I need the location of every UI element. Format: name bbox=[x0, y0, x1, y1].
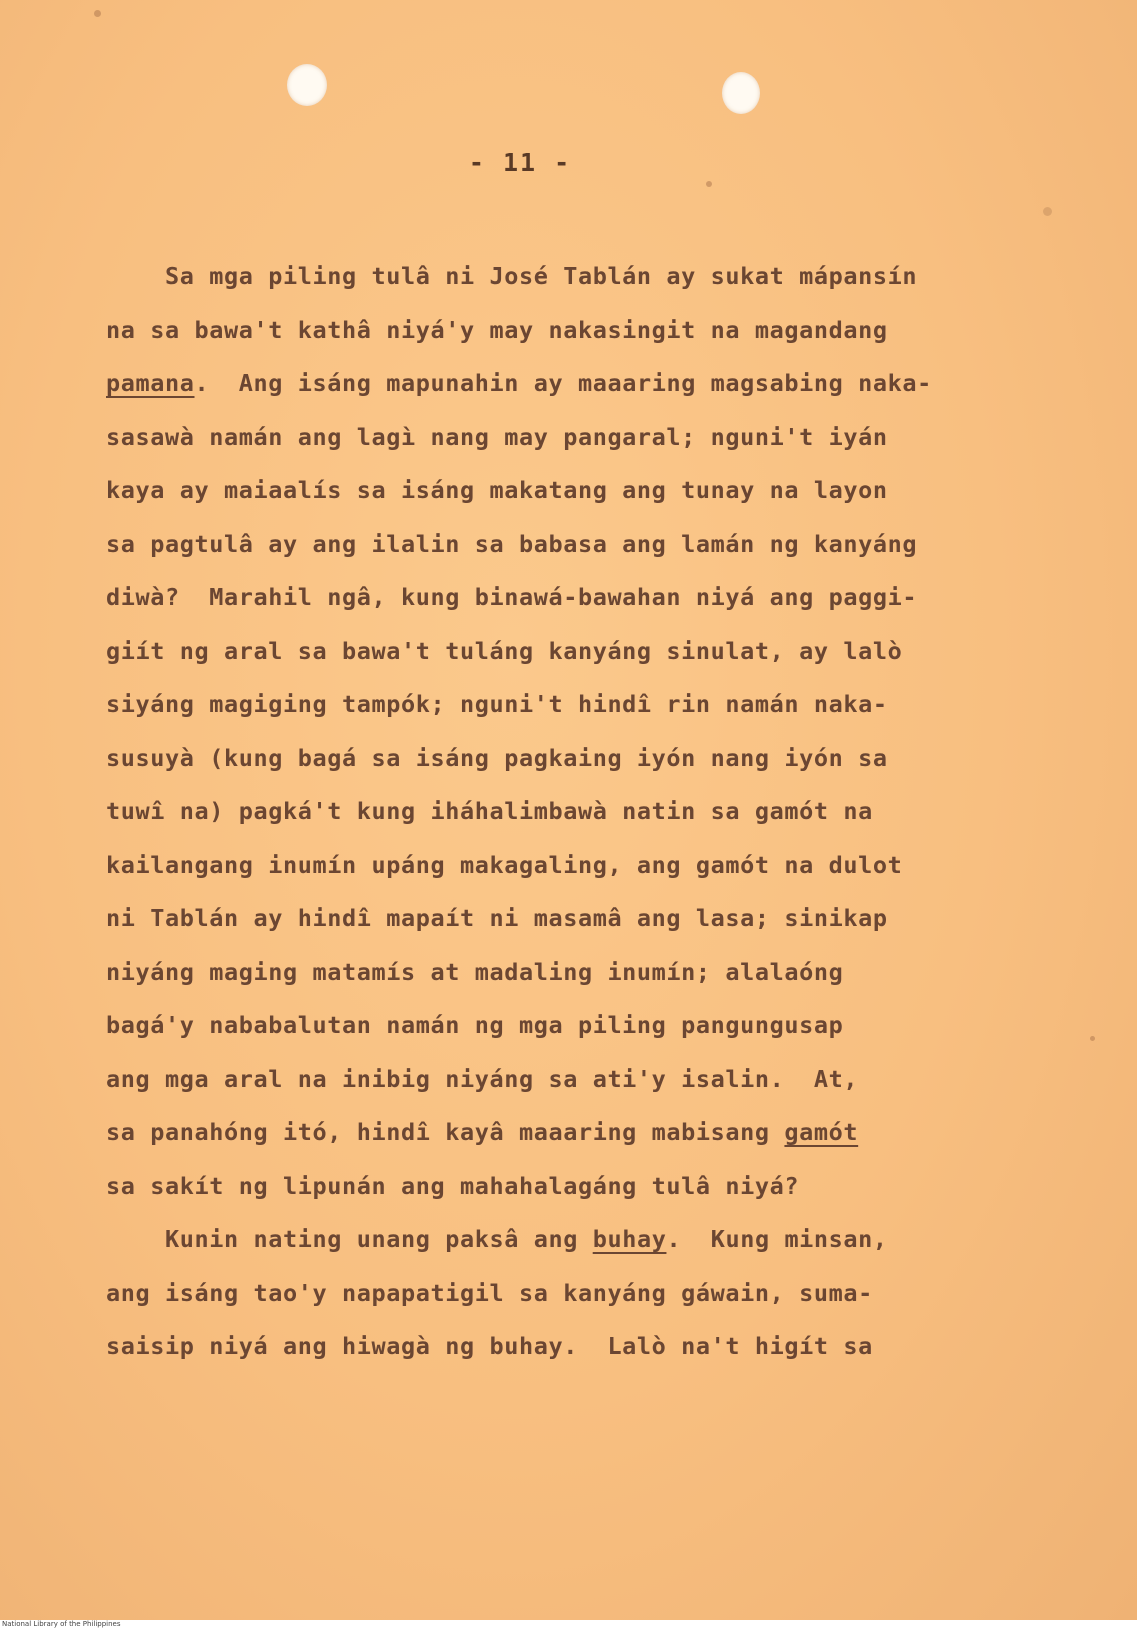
text-line bbox=[106, 1160, 1006, 1214]
text-line bbox=[106, 411, 1006, 465]
text-run: kaya ay maiaalís sa isáng makatang ang tunay na layon bbox=[106, 476, 888, 504]
footer-credit: National Library of the Philippines bbox=[2, 1620, 121, 1628]
paper-speck bbox=[94, 10, 101, 17]
text-run: ang mga aral na inibig niyáng sa ati'y isalin. At, bbox=[106, 1064, 859, 1093]
text-run: ni Tablán ay hindî mapaít ni masamâ ang lasa; sinikap bbox=[106, 904, 888, 932]
underlined-word: buhay bbox=[592, 1225, 667, 1253]
text-line bbox=[106, 518, 1006, 572]
text-line bbox=[106, 304, 1006, 358]
underlined-word: gamót bbox=[784, 1118, 859, 1146]
text-run: . Ang isáng mapunahin ay maaaring magsabing naka- bbox=[194, 369, 932, 397]
text-line bbox=[106, 892, 1006, 946]
text-run: Sa mga piling tulâ ni José Tablán ay sukat mápansín bbox=[106, 262, 918, 290]
text-run: saisip niyá ang hiwagà ng buhay. Lalò na't higít sa bbox=[106, 1332, 873, 1360]
text-run: sa pagtulâ ay ang ilalin sa babasa ang lamán ng kanyáng bbox=[106, 529, 918, 558]
underlined-word: pamana bbox=[106, 369, 195, 397]
text-line bbox=[106, 839, 1006, 893]
paper-speck bbox=[706, 181, 712, 187]
text-line bbox=[106, 732, 1006, 786]
body-text bbox=[106, 250, 1006, 1374]
text-run: sa sakít ng lipunán ang mahahalagáng tulâ niyá? bbox=[106, 1171, 800, 1200]
text-run: sasawà namán ang lagì nang may pangaral; nguni't iyán bbox=[106, 422, 888, 451]
punch-hole-left bbox=[287, 64, 327, 106]
text-line bbox=[106, 625, 1006, 679]
text-run: kailangang inumín upáng makagaling, ang gamót na dulot bbox=[106, 850, 903, 879]
text-run: sa panahóng itó, hindî kayâ maaaring mabisang bbox=[106, 1118, 785, 1146]
text-line bbox=[106, 785, 1006, 839]
punch-hole-right bbox=[722, 72, 760, 114]
text-run: Kunin nating unang paksâ ang bbox=[106, 1225, 593, 1253]
text-line bbox=[106, 1213, 1006, 1267]
paper-speck bbox=[1043, 207, 1052, 216]
text-line bbox=[106, 1267, 1006, 1321]
text-run: tuwî na) pagká't kung iháhalimbawà natin sa gamót na bbox=[106, 797, 873, 825]
text-run: ang isáng tao'y napapatigil sa kanyáng gáwain, suma- bbox=[106, 1278, 873, 1307]
text-run: na sa bawa't kathâ niyá'y may nakasingit na magandang bbox=[106, 315, 888, 344]
text-line bbox=[106, 999, 1006, 1053]
text-run: bagá'y nababalutan namán ng mga piling pangungusap bbox=[106, 1011, 844, 1039]
text-run: diwà? Marahil ngâ, kung binawá-bawahan niyá ang paggi- bbox=[106, 583, 918, 611]
text-line bbox=[106, 1053, 1006, 1107]
text-line bbox=[106, 357, 1006, 411]
text-line bbox=[106, 946, 1006, 1000]
text-line bbox=[106, 250, 1006, 304]
text-line bbox=[106, 571, 1006, 625]
text-run: giít ng aral sa bawa't tuláng kanyáng sinulat, ay lalò bbox=[106, 636, 903, 665]
text-line bbox=[106, 464, 1006, 518]
text-line bbox=[106, 678, 1006, 732]
paper-speck bbox=[1090, 1036, 1095, 1041]
page-number: - 11 - bbox=[468, 148, 572, 177]
text-run: siyáng magiging tampók; nguni't hindî rin namán naka- bbox=[106, 690, 888, 718]
text-line bbox=[106, 1320, 1006, 1374]
text-run: susuyà (kung bagá sa isáng pagkaing iyón nang iyón sa bbox=[106, 743, 888, 772]
text-run: niyáng maging matamís at madaling inumín; alalaóng bbox=[106, 957, 844, 986]
text-run: . Kung minsan, bbox=[666, 1225, 888, 1253]
text-line bbox=[106, 1106, 1006, 1160]
